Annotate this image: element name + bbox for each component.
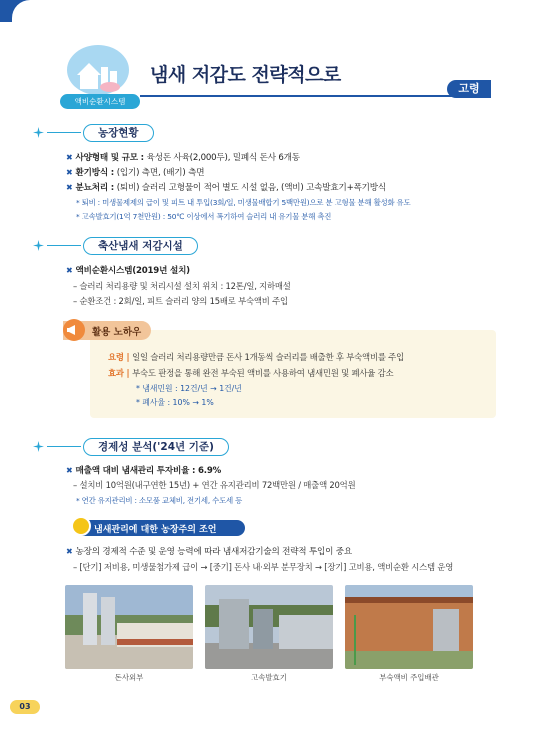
list-item: ✖ 사양형태 및 규모 : 육성돈 사육(2,000두), 밀폐식 돈사 6개동	[66, 153, 300, 163]
photo-caption: 부숙액비 주입배관	[379, 673, 439, 682]
farm-logo	[67, 45, 129, 95]
logo-label: 액비순환시스템	[60, 94, 140, 109]
list-item: ✖ 액비순환시스템(2019년 설치)	[66, 266, 190, 276]
advice-title: 냄새관리에 대한 농장주의 조언	[94, 525, 217, 535]
list-item: ✖ 매출액 대비 냄새관리 투자비율 : 6.9%	[66, 466, 222, 476]
lightbulb-icon	[71, 516, 91, 536]
region-badge: 고령	[447, 80, 491, 98]
tip-note: * 폐사율 : 10% → 1%	[136, 398, 214, 407]
x-bullet-icon: ✖	[66, 183, 73, 192]
photo-injection-pipe	[345, 585, 473, 669]
page-number: 03	[10, 700, 40, 714]
title-underline	[140, 95, 490, 97]
tip-title: 활용 노하우	[92, 327, 142, 338]
sparkle-icon	[33, 240, 44, 251]
list-item: ✖ 환기방식 : (입기) 측면, (배기) 측면	[66, 168, 205, 178]
note-text: * 퇴비 : 미생물제제의 급이 및 피트 내 투입(3회/일, 미생물배합기 5백만원)으로 분 고형물 분해 활성화 유도	[76, 198, 411, 207]
section-line	[47, 446, 81, 447]
dash-item: – 순환조건 : 2회/일, 피트 슬러리 양의 15배로 부숙액비 주입	[73, 296, 288, 306]
x-bullet-icon: ✖	[66, 466, 73, 475]
photo-fermenter	[205, 585, 333, 669]
megaphone-icon	[63, 319, 85, 341]
photo-barn-exterior	[65, 585, 193, 669]
section-line	[47, 245, 81, 246]
note-text: * 연간 유지관리비 : 소모품 교체비, 전기세, 수도세 등	[76, 496, 243, 505]
sparkle-icon	[33, 127, 44, 138]
tip-note: * 냄새민원 : 12건/년 → 1건/년	[136, 384, 242, 393]
page-title: 냄새 저감도 전략적으로	[150, 64, 341, 86]
x-bullet-icon: ✖	[66, 153, 73, 162]
sparkle-icon	[33, 441, 44, 452]
top-bar-mask	[12, 0, 539, 22]
dash-item: – 슬러리 처리용량 및 처리시설 설치 위치 : 12톤/일, 지하매설	[73, 281, 291, 291]
dash-item: – [단기] 저비용, 미생물첨가제 급이 → [중기] 돈사 내·외부 분무장치 → [장기] 고비용, 액비순환 시스템 운영	[73, 562, 454, 572]
section-heading: 경제성 분석('24년 기준)	[83, 438, 229, 456]
x-bullet-icon: ✖	[66, 168, 73, 177]
section-heading: 농장현황	[83, 124, 154, 142]
x-bullet-icon: ✖	[66, 266, 73, 275]
list-item: ✖ 농장의 경제적 수준 및 운영 능력에 따라 냄새저감기술의 전략적 투입이 중요	[66, 547, 352, 557]
tip-line: 요령 | 일일 슬러리 처리용량만큼 돈사 1개동씩 슬러리를 배출한 후 부숙액비를 주입	[108, 352, 404, 362]
section-heading: 축산냄새 저감시설	[83, 237, 198, 255]
tip-line: 효과 | 부숙도 판정을 통해 완전 부숙된 액비를 사용하여 냄새민원 및 폐사율 감소	[108, 368, 394, 378]
photo-caption: 돈사외부	[114, 673, 144, 682]
section-line	[47, 132, 81, 133]
x-bullet-icon: ✖	[66, 547, 73, 556]
barn-icon	[67, 45, 129, 95]
dash-item: – 설치비 10억원(내구연한 15년) + 연간 유지관리비 72백만원 / 매출액 20억원	[73, 480, 356, 490]
list-item: ✖ 분뇨처리 : (퇴비) 슬러리 고형물이 적어 별도 시설 없음, (액비) 고속발효기+폭기방식	[66, 183, 386, 193]
note-text: * 고속발효기(1억 7천만원) : 50℃ 이상에서 폭기하여 슬러리 내 유기물 분해 촉진	[76, 212, 332, 221]
photo-caption: 고속발효기	[251, 673, 287, 682]
